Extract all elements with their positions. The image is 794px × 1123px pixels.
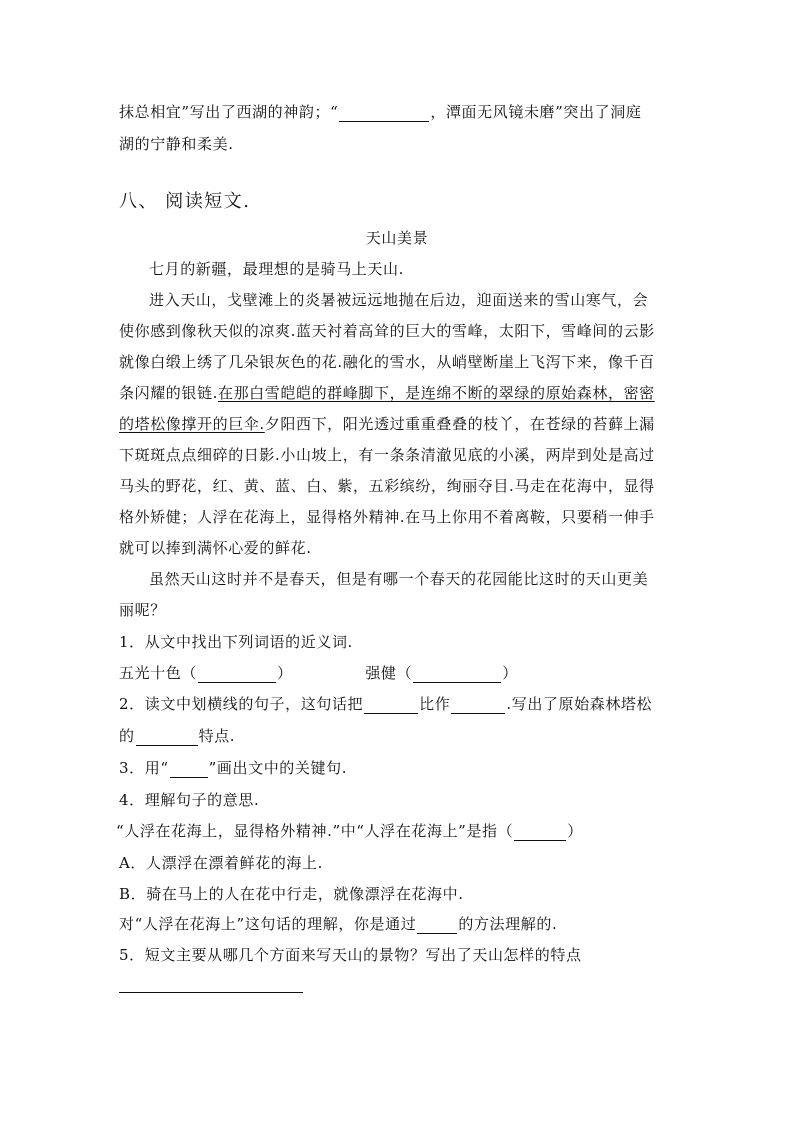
q4-answer-blank[interactable] (514, 825, 566, 841)
intro-line-2: 湖的宁静和柔美. (119, 135, 234, 153)
q4-method-blank[interactable] (417, 918, 457, 934)
passage-line: 丽呢？ (119, 601, 166, 619)
passage-line: 虽然天山这时并不是春天，但是有哪一个春天的花园能比这时的天山更美 (149, 570, 649, 588)
passage-line: 格外矫健；人浮在花海上，显得格外精神.在马上你用不着离鞍，只要稍一伸手 (119, 508, 655, 526)
intro-text: ，潭面无风镜未磨”突出了洞庭 (430, 103, 642, 121)
intro-text: 抹总相宜”写出了西湖的神韵；“ (119, 103, 339, 121)
q2-text: 2．读文中划横线的句子，这句话把 (119, 695, 364, 713)
passage-line: 进入天山，戈壁滩上的炎暑被远远地抛在后边，迎面送来的雪山寒气，会 (149, 291, 649, 309)
paren-close: ） (277, 664, 293, 682)
passage-line (119, 414, 655, 434)
answer-line[interactable] (119, 992, 303, 993)
passage-line: 使你感到像秋天似的凉爽.蓝天衬着高耸的巨大的雪峰，太阳下，雪峰间的云影 (119, 322, 655, 340)
answer-blank[interactable] (339, 106, 429, 122)
q2-answer-blank-3[interactable] (136, 730, 198, 746)
passage-text: 条闪耀的银链. (119, 384, 218, 402)
q4-option-a: A．人漂浮在漂着鲜花的海上. (119, 854, 324, 872)
paren-close: ） (567, 822, 583, 840)
q3-text: 3．用“ (119, 759, 169, 777)
q3-text: ”画出文中的关键句. (208, 759, 348, 777)
q2-answer-blank-1[interactable] (364, 698, 418, 714)
q4-text: “人浮在花海上，显得格外精神.”中“人浮在花海上”是指（ (116, 822, 514, 840)
question-1: 1．从文中找出下列词语的近义词. (119, 633, 353, 651)
underlined-sentence: 在那白雪皑皑的群峰脚下，是连绵不断的翠绿的原始森林，密密 (217, 384, 655, 402)
question-2-cont (119, 726, 235, 746)
q2-answer-blank-2[interactable] (451, 698, 505, 714)
q4-text: 对“人浮在花海上”这句话的理解，你是通过 (119, 915, 417, 933)
q1-word-a: 五光十色（ (119, 664, 198, 682)
question-2 (119, 694, 652, 714)
q2-text: 的 (119, 727, 135, 745)
intro-line-1 (119, 102, 641, 122)
passage-paragraph-1: 七月的新疆，最理想的是骑马上天山. (149, 260, 404, 278)
passage-line: 就像白缎上绣了几朵银灰色的花.融化的雪水，从峭壁断崖上飞泻下来，像千百 (119, 353, 655, 371)
q2-text: 特点. (198, 727, 236, 745)
q2-text: 比作 (419, 695, 451, 713)
passage-text: 夕阳西下，阳光透过重重叠叠的枝丫，在苍绿的苔藓上漏 (264, 415, 655, 433)
passage-line: 马头的野花，红、黄、蓝、白、紫，五彩缤纷，绚丽夺目.马走在花海中，显得 (119, 477, 655, 495)
q1-answer-blank-b[interactable] (413, 667, 501, 683)
question-4-quote (116, 821, 583, 841)
passage-line: 就可以捧到满怀心爱的鲜花. (119, 539, 312, 557)
question-4: 4．理解句子的意思. (119, 791, 260, 809)
question-4-method (119, 914, 557, 934)
passage-line: 下斑斑点点细碎的日影.小山坡上，有一条条清澈见底的小溪，两岸到处是高过 (119, 446, 655, 464)
question-3 (119, 758, 347, 778)
section-heading: 八、 阅读短文. (119, 191, 251, 212)
underline-mark (170, 762, 208, 778)
q2-text: .写出了原始森林塔松 (506, 695, 653, 713)
question-1-answers (119, 663, 518, 683)
q4-option-b: B．骑在马上的人在花中行走，就像漂浮在花海中. (119, 885, 464, 903)
underlined-sentence: 的塔松像撑开的巨伞. (119, 415, 265, 433)
passage-line (119, 383, 655, 403)
q1-word-b: 强健（ (365, 664, 413, 682)
question-5: 5．短文主要从哪几个方面来写天山的景物？写出了天山怎样的特点 (119, 946, 582, 964)
q1-answer-blank-a[interactable] (198, 667, 276, 683)
q4-text: 的方法理解的. (458, 915, 558, 933)
paren-close: ） (502, 664, 518, 682)
passage-title: 天山美景 (365, 229, 429, 247)
